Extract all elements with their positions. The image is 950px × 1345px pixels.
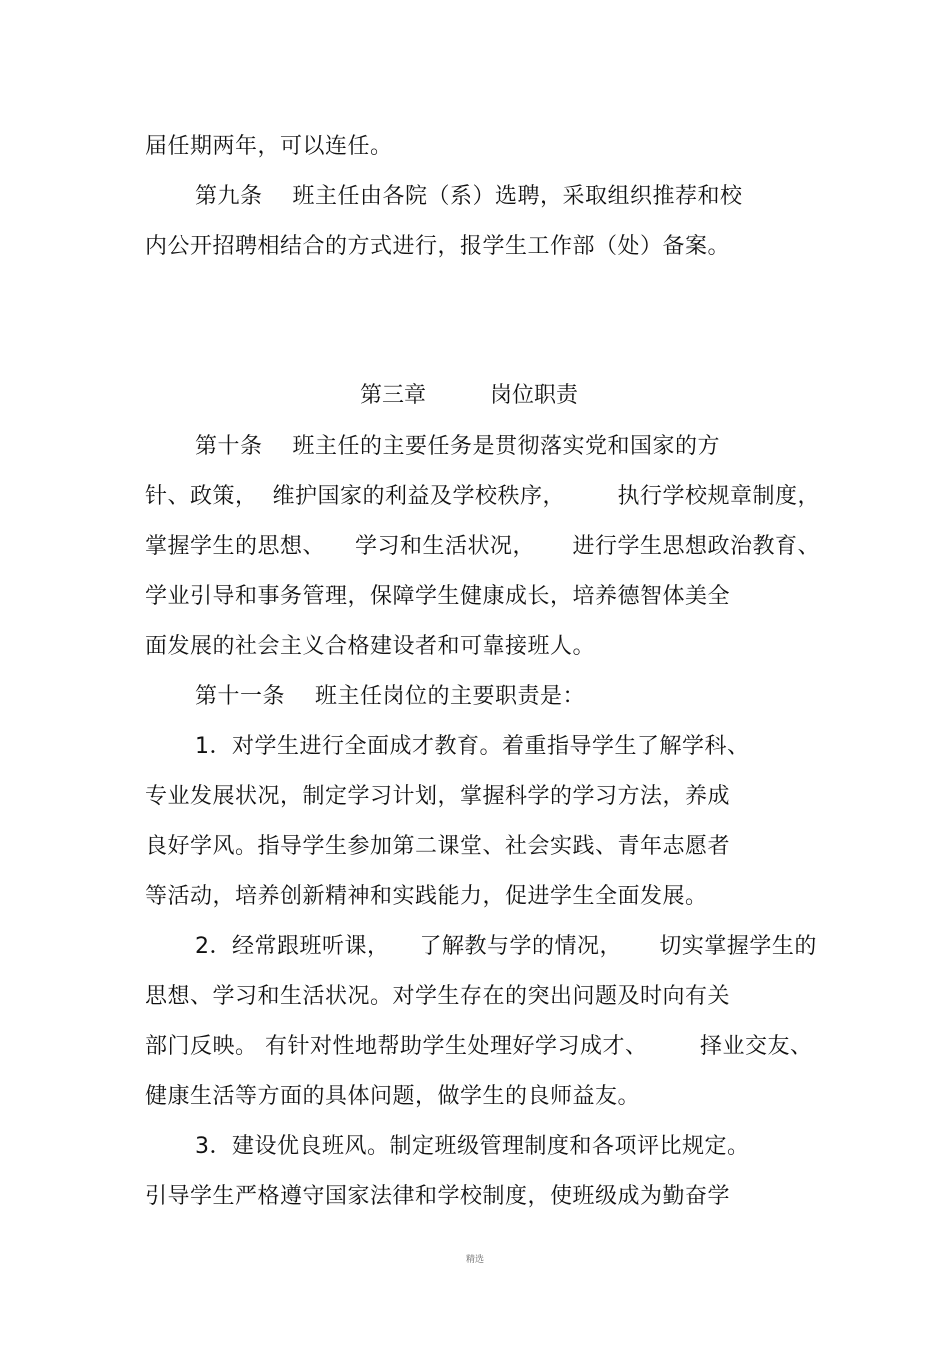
text-line: 针、政策， 维护国家的利益及学校秩序， 执行学校规章制度， — [145, 484, 820, 509]
text-line: 第九条 班主任由各院（系）选聘，采取组织推荐和校 — [195, 184, 743, 209]
text-line: 第十条 班主任的主要任务是贯彻落实党和国家的方 — [195, 434, 720, 459]
text-line: 1．对学生进行全面成才教育。着重指导学生了解学科、 — [195, 734, 750, 759]
text-line: 3．建设优良班风。制定班级管理制度和各项评比规定。 — [195, 1134, 750, 1159]
text-line: 面发展的社会主义合格建设者和可靠接班人。 — [145, 634, 596, 659]
page-footer: 精选 — [465, 1255, 484, 1265]
text-line: 学业引导和事务管理，保障学生健康成长，培养德智体美全 — [145, 584, 731, 609]
text-line: 专业发展状况，制定学习计划，掌握科学的学习方法，养成 — [145, 784, 731, 809]
text-line: 引导学生严格遵守国家法律和学校制度，使班级成为勤奋学 — [145, 1184, 731, 1209]
text-line: 第十一条 班主任岗位的主要职责是： — [195, 684, 585, 709]
text-line: 思想、学习和生活状况。对学生存在的突出问题及时向有关 — [145, 984, 731, 1009]
text-line: 2．经常跟班听课， 了解教与学的情况， 切实掌握学生的 — [195, 934, 817, 959]
chapter-title: 岗位职责 — [490, 383, 579, 408]
chapter-number: 第三章 — [360, 383, 427, 408]
text-line: 良好学风。指导学生参加第二课堂、社会实践、青年志愿者 — [145, 834, 731, 859]
text-line: 内公开招聘相结合的方式进行，报学生工作部（处）备案。 — [145, 234, 731, 259]
text-line: 届任期两年，可以连任。 — [145, 134, 393, 159]
text-line: 部门反映。 有针对性地帮助学生处理好学习成才、 择业交友、 — [145, 1034, 813, 1059]
text-line: 等活动，培养创新精神和实践能力，促进学生全面发展。 — [145, 884, 708, 909]
text-line: 掌握学生的思想、 学习和生活状况， 进行学生思想政治教育、 — [145, 534, 820, 559]
text-line: 健康生活等方面的具体问题，做学生的良师益友。 — [145, 1084, 641, 1109]
